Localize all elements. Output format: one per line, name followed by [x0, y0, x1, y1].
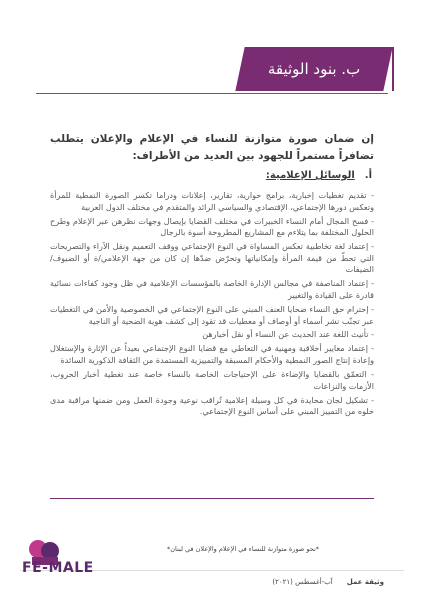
section-number: أ.: [364, 170, 372, 181]
list-item: - إعتماد المناصفة في مجالس الإدارة الخاصة بالمؤسسات الإعلامية في ظل وجود كفاءات نسائية قادرة على القيادة والتغيير: [50, 278, 374, 300]
logo-text: FE-MALE: [22, 560, 94, 576]
document-date: آب-أغسطس (٢٠٢١): [272, 578, 333, 586]
banner: [240, 47, 388, 91]
list-item: - إعتماد لغة تخاطبية تعكس المساواة في النوع الإجتماعي ووقف التعميم ونقل الآراء والتصريحات التي تحطّ من قيمة المرأة وإمكانياتها وتحرّض ضدّها إن كان من جهة الإعلامي/ة أو الضيوف/ الضيفات: [50, 241, 374, 275]
section-heading: [266, 170, 372, 181]
item-list: [50, 190, 374, 420]
section-title: الوسائل الإعلامية:: [265, 170, 355, 181]
footer-note: *نحو صورة متوازنة للنساء في الإعلام والإعلان في لبنان*: [167, 545, 319, 553]
banner-divider: [36, 93, 388, 94]
list-item: - التعمّق بالقضايا والإضاءة على الإحتياجات الخاصة بالنساء خاصة عند تغطية أخبار الحروب، الأزمات والنزاعات: [50, 369, 374, 391]
list-item: - فسح المجال أمام النساء الخبيرات في مختلف القضايا بإيصال وجهات نظرهن عبر الإعلام وطرح الحلول المختلفة بما يتلاءم مع المشاريع المطروحة أسوة بالرجال: [50, 215, 374, 238]
list-item: - تشكيل لجان محايدة في كل وسيلة إعلامية تُراقب نوعية وجودة العمل ومن ضمنها مراقبة مدى خلوه من التمييز المبني على أساس النوع الإجتماعي.: [50, 394, 374, 417]
intro-paragraph: إن ضمان صورة متوازنة للنساء في الإعلام والإعلان يتطلب تضافراً مستمراً للجهود بين العديد من الأطراف:: [50, 132, 374, 162]
banner-title: ب. بنود الوثيقة: [267, 60, 361, 78]
list-item: - تقديم تغطيات إخبارية، برامج حوارية، تقارير، إعلانات ودراما تكسر الصورة النمطية للمرأة وتعكس دورها الإجتماعي، الإقتصادي والسياسي الرائد والمتقدم في مختلف الدول العربية: [50, 190, 374, 212]
banner-tab: [392, 47, 404, 91]
list-item: - إحترام حق النساء ضحايا العنف المبني على النوع الإجتماعي في الخصوصية والأمن في التغطيات عبر تجنّب نشر أسماء أو أوصاف أو معطيات قد تقود إلى كشف هوية الضحية أو الناجية: [50, 303, 374, 326]
document-type: وثيقة عمل: [346, 578, 384, 586]
footer-meta: [272, 578, 384, 586]
list-item: - تأنيث اللغة عند الحديث عن النساء أو نقل أخبارهن: [202, 329, 374, 340]
list-item: - إعتماد معايير أخلاقية ومهنية في التعاطي مع قضايا النوع الإجتماعي بعيداً عن الإثارة والإستغلال وإعادة إنتاج الصور النمطية والأحكام المسبقة والتمييزية المستمدة من الثقافة الذكورية السائدة: [50, 343, 374, 366]
content-divider: [50, 498, 374, 499]
